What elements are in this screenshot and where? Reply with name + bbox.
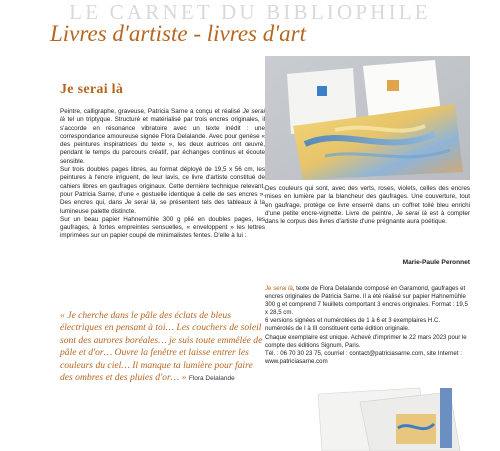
text-run: Peintre, calligraphe, graveuse, Patricia Sarne a conçu et réalisé <box>60 108 243 115</box>
book-illustration <box>300 384 470 451</box>
paragraph-3: Sur un beau papier Hahnemühle 300 g plié en doubles pages, les gaufrages, à fortes empreintes sensuelles, « enveloppent » les lettres imprimées sur un papier coupé de minimalistes fentes. D'elle à lui : <box>60 215 265 240</box>
artwork-photo <box>265 56 470 180</box>
book-photo <box>300 384 470 451</box>
right-column <box>265 185 470 226</box>
pull-quote <box>60 310 265 385</box>
artwork-illustration <box>265 56 470 180</box>
quote-text: « Je cherche dans le pâle des éclats de bleus électriques en pensant à toi… Les couchers de soleil sont des aurores boréales… je suis toute emmêlée de pâle et d'or… Ouvre la fenêtre et laisse entrer les couleurs du ciel… Il manque ta lumière pour faire des ombres et des pluies d'or… » <box>60 310 263 384</box>
book-title-italic: Je serai là <box>60 108 265 124</box>
paragraph-1 <box>60 108 265 166</box>
colophon-body: , texte de Flora Delalande composé en Garamond, gaufrages et encres originales de Patricia Sarne. Il a été réalisé sur papier Hahnemühle 300 g et comprend 7 feuillets comportant 3 encres originales. Format : 19,5 x 28,5 cm. <box>265 285 468 317</box>
text-run: Des couleurs qui sont, avec des verts, roses, violets, celles des encres mises en lumière par la blancheur des gaufrages. Une couverture, tout en gaufrage, protège ce livre enserré dans un coffret toilé bleu enrichi d'une petite encre-vignette. Livre de peintre, <box>265 185 470 217</box>
book-title-italic: Je serai là <box>395 209 427 217</box>
colophon-title: Je serai là <box>265 285 293 292</box>
text-run: , se présentent tels des tableaux à la lumineuse palette distincte. <box>60 199 265 215</box>
quote-author: Flora Delalande <box>188 375 235 383</box>
author-signature: Marie-Paule Peronnet <box>402 259 470 266</box>
text-run: est à compter dans le corpus des livres d'artiste d'une prégnante aura poétique. <box>265 209 470 226</box>
colophon <box>265 285 470 366</box>
colophon-contact: Tél. : 06 70 30 23 75, courriel : contact@patriciasarne.com, site Internet : www.patriciasarne.com <box>265 349 462 365</box>
colophon-printing: Chaque exemplaire est unique. Achevé d'imprimer le 22 mars 2023 pour le compte des éditions Signum, Paris. <box>265 333 467 349</box>
left-column <box>60 108 265 241</box>
colophon-editions: 6 versions signées et numérotées de 1 à 6 et 3 exemplaires H.C. numérotés de I à III constituent cette édition originale. <box>265 317 441 333</box>
masthead: LE CARNET DU BIBLIOPHILE <box>69 0 431 24</box>
text-run: Sur trois doubles pages libres, au format déployé de 19,5 x 56 cm, les peintures à l'encre irriguent, de leur lavis, ce livre d'artiste constitué de cahiers libres en gaufrages originaux. Cette dernière technique relevant, pour Patricia Sarne, d'une « gestuelle identique à celle de ses encres ». Des encres qui, dans <box>60 166 265 207</box>
article-title: Je serai là <box>60 82 124 97</box>
book-title-italic: Je serai là <box>124 199 156 207</box>
section-title: Livres d'artiste - livres d'art <box>50 21 307 46</box>
text-run: tel un triptyque. Structuré et matérialisé par trois encres originales, il s'accorde en résonance vibratoire avec un texte inédit : une correspondance amoureuse signée Flora Delalande. Avec pour genèse « des peintures inspiratrices du texte », les deux autrices ont œuvré, pendant le temps du parcours créatif, par échanges continus et écoute sensible. <box>60 116 265 165</box>
paragraph-2 <box>60 166 265 216</box>
